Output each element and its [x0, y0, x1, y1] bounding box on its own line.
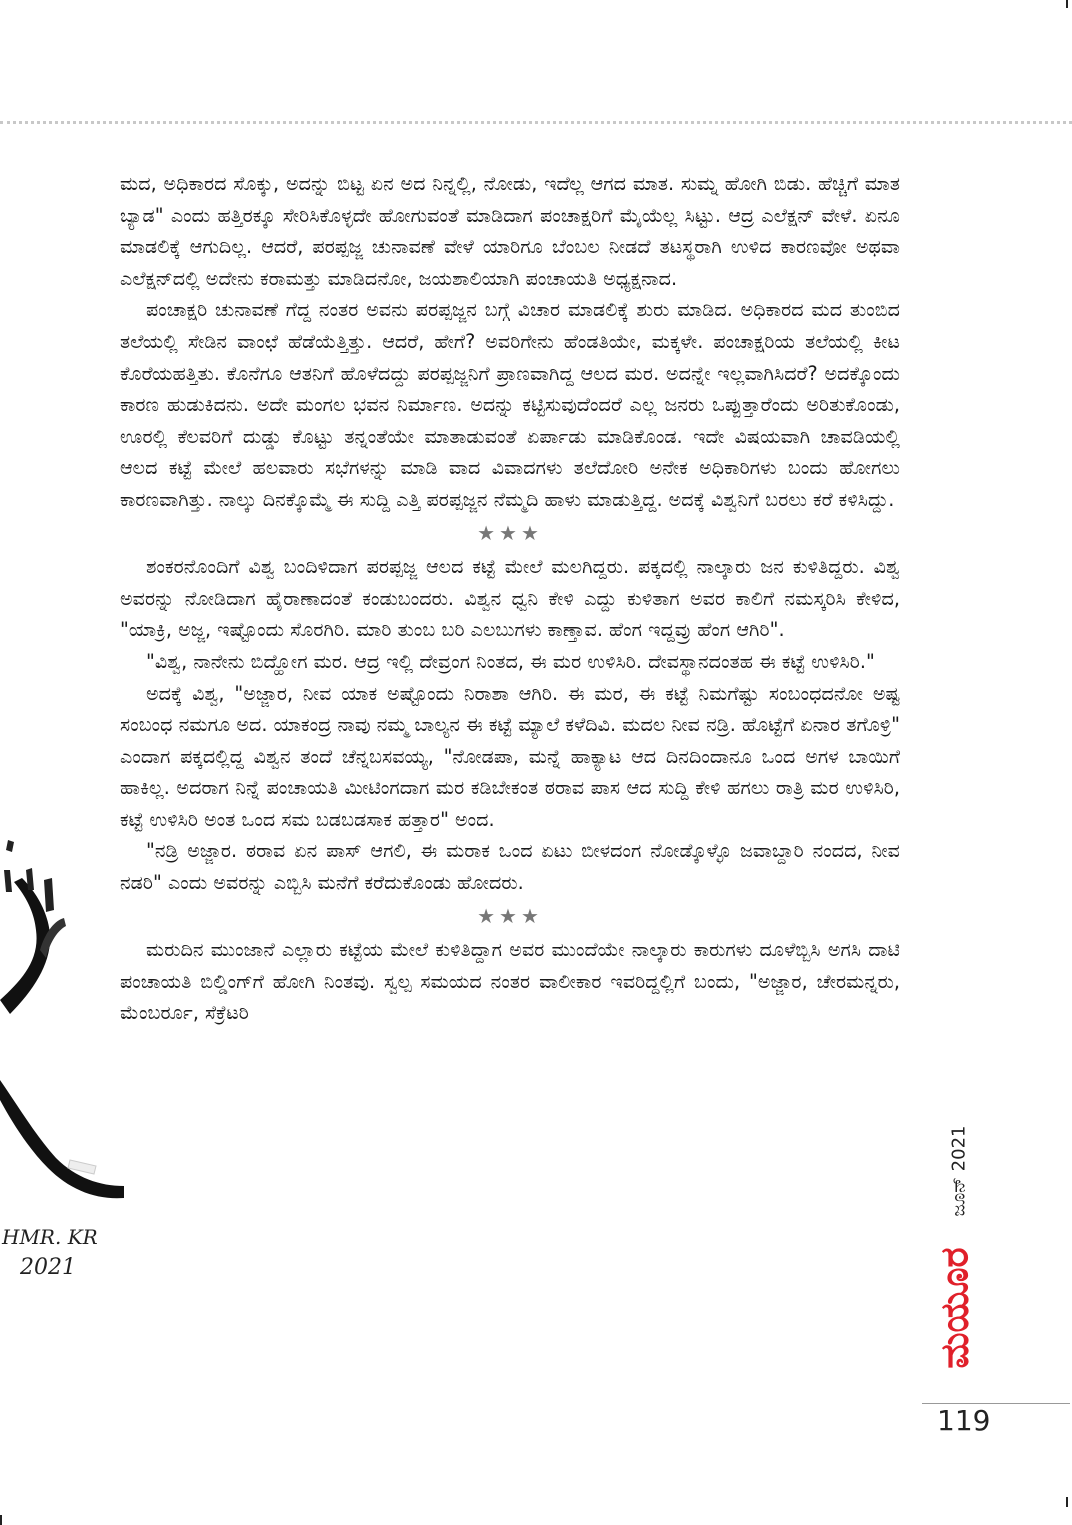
magazine-logo-text: ಮಯೂರ [932, 1247, 977, 1369]
paragraph: "ವಿಶ್ವ, ನಾನೇನು ಬಿದ್ಹೋಗ ಮರ. ಆದ್ರ ಇಲ್ಲಿ ದೇವ್ರಂಗ ನಿಂತದ, ಈ ಮರ ಉಳಿಸಿರಿ. ದೇವಸ್ಥಾನದಂತಹ ಈ ಕಟ್ಟೆ ಉಳಿಸಿರಿ." [146, 649, 875, 673]
paragraph: ಮದ, ಅಧಿಕಾರದ ಸೊಕ್ಕು, ಅದನ್ನು ಬಿಟ್ಟ ಏನ ಅದ ನಿನ್ನಲ್ಲಿ, ನೋಡು, ಇದೆಲ್ಲ ಆಗದ ಮಾತ. ಸುಮ್ನ ಹೋಗಿ ಬಿಡು. ಹೆಚ್ಚಿಗೆ ಮಾತ ಬ್ಯಾಡ" ಎಂದು ಹತ್ತಿರಕ್ಕೂ ಸೇರಿಸಿಕೊಳ್ಳದೇ ಹೋಗುವಂತೆ ಮಾಡಿದಾಗ ಪಂಚಾಕ್ಷರಿಗೆ ಮೈಯೆಲ್ಲ ಸಿಟ್ಟು. ಆದ್ರ ಎಲೆಕ್ಷನ್ ವೇಳೆ. ಏನೂ ಮಾಡಲಿಕ್ಕೆ ಆಗುದಿಲ್ಲ. ಆದರೆ, ಪರಪ್ಪಜ್ಜ ಚುನಾವಣೆ ವೇಳೆ ಯಾರಿಗೂ ಬೆಂಬಲ ನೀಡದೆ ತಟಸ್ಥರಾಗಿ ಉಳಿದ ಕಾರಣವೋ ಅಥವಾ ಎಲೆಕ್ಷನ್‌ದಲ್ಲಿ ಅದೇನು ಕರಾಮತ್ತು ಮಾಡಿದನೋ, ಜಯಶಾಲಿಯಾಗಿ ಪಂಚಾಯತಿ ಅಧ್ಯಕ್ಷನಾದ. [120, 172, 900, 290]
paragraph: "ನಡ್ರಿ ಅಜ್ಜಾರ. ಠರಾವ ಏನ ಪಾಸ್ ಆಗಲಿ, ಈ ಮರಾಕ ಒಂದ ಏಟು ಬೀಳದಂಗ ನೋಡ್ಕೊಳ್ಳೊ ಜವಾಬ್ದಾರಿ ನಂದದ, ನೀವ ನಡರಿ" ಎಂದು ಅವರನ್ನು ಎಬ್ಬಿಸಿ ಮನೆಗೆ ಕರೆದುಕೊಂಡು ಹೋದರು. [120, 839, 900, 895]
paragraph: ಅದಕ್ಕೆ ವಿಶ್ವ, "ಅಜ್ಜಾರ, ನೀವ ಯಾಕ ಅಷ್ಟೊಂದು ನಿರಾಶಾ ಆಗಿರಿ. ಈ ಮರ, ಈ ಕಟ್ಟೆ ನಿಮಗೆಷ್ಟು ಸಂಬಂಧದನೋ ಅಷ್ಟ ಸಂಬಂಧ ನಮಗೂ ಅದ. ಯಾಕಂದ್ರ ನಾವು ನಮ್ಮ ಬಾಲ್ಯನ ಈ ಕಟ್ಟೆ ಮ್ಯಾಲೆ ಕಳೆದಿವಿ. ಮದಲ ನೀವ ನಡ್ರಿ. ಹೊಟ್ಟೆಗೆ ಏನಾರ ತಗೊಳ್ರಿ" ಎಂದಾಗ ಪಕ್ಕದಲ್ಲಿದ್ದ ವಿಶ್ವನ ತಂದೆ ಚೆನ್ನಬಸವಯ್ಯ, "ನೋಡಪಾ, ಮನ್ನೆ ಹಾಕ್ಯಾಟ ಆದ ದಿನದಿಂದಾನೂ ಒಂದ ಅಗಳ ಬಾಯಿಗೆ ಹಾಕಿಲ್ಲ. ಅದರಾಗ ನಿನ್ನೆ ಪಂಚಾಯತಿ ಮೀಟಿಂಗದಾಗ ಮರ ಕಡಿಬೇಕಂತ ಠರಾವ ಪಾಸ ಆದ ಸುದ್ದಿ ಕೇಳಿ ಹಗಲು ರಾತ್ರಿ ಮರ ಉಳಿಸಿರಿ, ಕಟ್ಟೆ ಉಳಿಸಿರಿ ಅಂತ ಒಂದ ಸಮ ಬಡಬಡಸಾಕ ಹತ್ತಾರ" ಅಂದ. [120, 681, 900, 831]
magazine-logo [934, 1228, 976, 1388]
illustration-signature-year: 2021 [20, 1255, 76, 1280]
header-dotted-rule [0, 121, 1072, 124]
section-separator: ★★★ [477, 903, 543, 928]
issue-date [946, 1116, 972, 1226]
issue-date-text: ಜೂನ್ 2021 [948, 1125, 970, 1217]
paragraph: ಮರುದಿನ ಮುಂಜಾನೆ ಎಲ್ಲಾರು ಕಟ್ಟೆಯ ಮೇಲೆ ಕುಳಿತಿದ್ದಾಗ ಅವರ ಮುಂದೆಯೇ ನಾಲ್ಕಾರು ಕಾರುಗಳು ದೂಳೆಬ್ಬಿಸಿ ಅಗಸಿ ದಾಟಿ ಪಂಚಾಯತಿ ಬಿಲ್ಡಿಂಗ್‌ಗೆ ಹೋಗಿ ನಿಂತವು. ಸ್ವಲ್ಪ ಸಮಯದ ನಂತರ ವಾಲೀಕಾರ ಇವರಿದ್ದಲ್ಲಿಗೆ ಬಂದು, "ಅಜ್ಜಾರ, ಚೇರಮನ್ನರು, ಮೆಂಬರ್ರೂ, ಸೆಕ್ರೆಟರಿ [120, 938, 900, 1025]
paragraph: ಶಂಕರನೊಂದಿಗೆ ವಿಶ್ವ ಬಂದಿಳಿದಾಗ ಪರಪ್ಪಜ್ಜ ಆಲದ ಕಟ್ಟೆ ಮೇಲೆ ಮಲಗಿದ್ದರು. ಪಕ್ಕದಲ್ಲಿ ನಾಲ್ಕಾರು ಜನ ಕುಳಿತಿದ್ದರು. ವಿಶ್ವ ಅವರನ್ನು ನೋಡಿದಾಗ ಹೈರಾಣಾದಂತೆ ಕಂಡುಬಂದರು. ವಿಶ್ವನ ಧ್ವನಿ ಕೇಳಿ ಎದ್ದು ಕುಳಿತಾಗ ಅವರ ಕಾಲಿಗೆ ನಮಸ್ಕರಿಸಿ ಕೇಳಿದ, "ಯಾಕ್ರಿ, ಅಜ್ಜ, ಇಷ್ಟೊಂದು ಸೊರಗಿರಿ. ಮಾರಿ ತುಂಬ ಬರಿ ಎಲಬುಗಳು ಕಾಣ್ತಾವ. ಹೆಂಗ ಇದ್ದವ್ರು ಹೆಂಗ ಆಗಿರಿ". [120, 555, 900, 642]
section-separator: ★★★ [477, 520, 543, 545]
ink-tree-sketch-icon [0, 830, 130, 1300]
crop-mark-bottom-left [0, 1515, 2, 1525]
crop-mark-bottom [1066, 1497, 1068, 1507]
illustration-signature: HMR. KR [2, 1225, 98, 1249]
crop-mark-top [1066, 0, 1068, 8]
article-body [120, 168, 900, 1029]
paragraph: ಪಂಚಾಕ್ಷರಿ ಚುನಾವಣೆ ಗೆದ್ದ ನಂತರ ಅವನು ಪರಪ್ಪಜ್ಜನ ಬಗ್ಗೆ ವಿಚಾರ ಮಾಡಲಿಕ್ಕೆ ಶುರು ಮಾಡಿದ. ಅಧಿಕಾರದ ಮದ ತುಂಬಿದ ತಲೆಯಲ್ಲಿ ಸೇಡಿನ ವಾಂಛೆ ಹೆಡೆಯೆತ್ತಿತ್ತು. ಆದರೆ, ಹೇಗೆ? ಅವರಿಗೇನು ಹೆಂಡತಿಯೇ, ಮಕ್ಕಳೇ. ಪಂಚಾಕ್ಷರಿಯ ತಲೆಯಲ್ಲಿ ಕೀಟ ಕೊರೆಯಹತ್ತಿತು. ಕೊನೆಗೂ ಆತನಿಗೆ ಹೊಳೆದದ್ದು ಪರಪ್ಪಜ್ಜನಿಗೆ ಪ್ರಾಣವಾಗಿದ್ದ ಆಲದ ಮರ. ಅದನ್ನೇ ಇಲ್ಲವಾಗಿಸಿದರೆ? ಅದಕ್ಕೊಂದು ಕಾರಣ ಹುಡುಕಿದನು. ಅದೇ ಮಂಗಲ ಭವನ ನಿರ್ಮಾಣ. ಅದನ್ನು ಕಟ್ಟಿಸುವುದೆಂದರೆ ಎಲ್ಲ ಜನರು ಒಪ್ಪುತ್ತಾರೆಂದು ಅರಿತುಕೊಂಡು, ಊರಲ್ಲಿ ಕೆಲವರಿಗೆ ದುಡ್ಡು ಕೊಟ್ಟು ತನ್ನಂತೆಯೇ ಮಾತಾಡುವಂತೆ ಏರ್ಪಾಡು ಮಾಡಿಕೊಂಡ. ಇದೇ ವಿಷಯವಾಗಿ ಚಾವಡಿಯಲ್ಲಿ ಆಲದ ಕಟ್ಟೆ ಮೇಲೆ ಹಲವಾರು ಸಭೆಗಳನ್ನು ಮಾಡಿ ವಾದ ವಿವಾದಗಳು ತಲೆದೋರಿ ಅನೇಕ ಅಧಿಕಾರಿಗಳು ಬಂದು ಹೋಗಲು ಕಾರಣವಾಗಿತ್ತು. ನಾಲ್ಕು ದಿನಕ್ಕೊಮ್ಮೆ ಈ ಸುದ್ದಿ ಎತ್ತಿ ಪರಪ್ಪಜ್ಜನ ನೆಮ್ಮದಿ ಹಾಳು ಮಾಡುತ್ತಿದ್ದ. ಅದಕ್ಕೆ ವಿಶ್ವನಿಗೆ ಬರಲು ಕರೆ ಕಳಿಸಿದ್ದು. [120, 298, 900, 511]
page-number: 119 [937, 1404, 991, 1437]
